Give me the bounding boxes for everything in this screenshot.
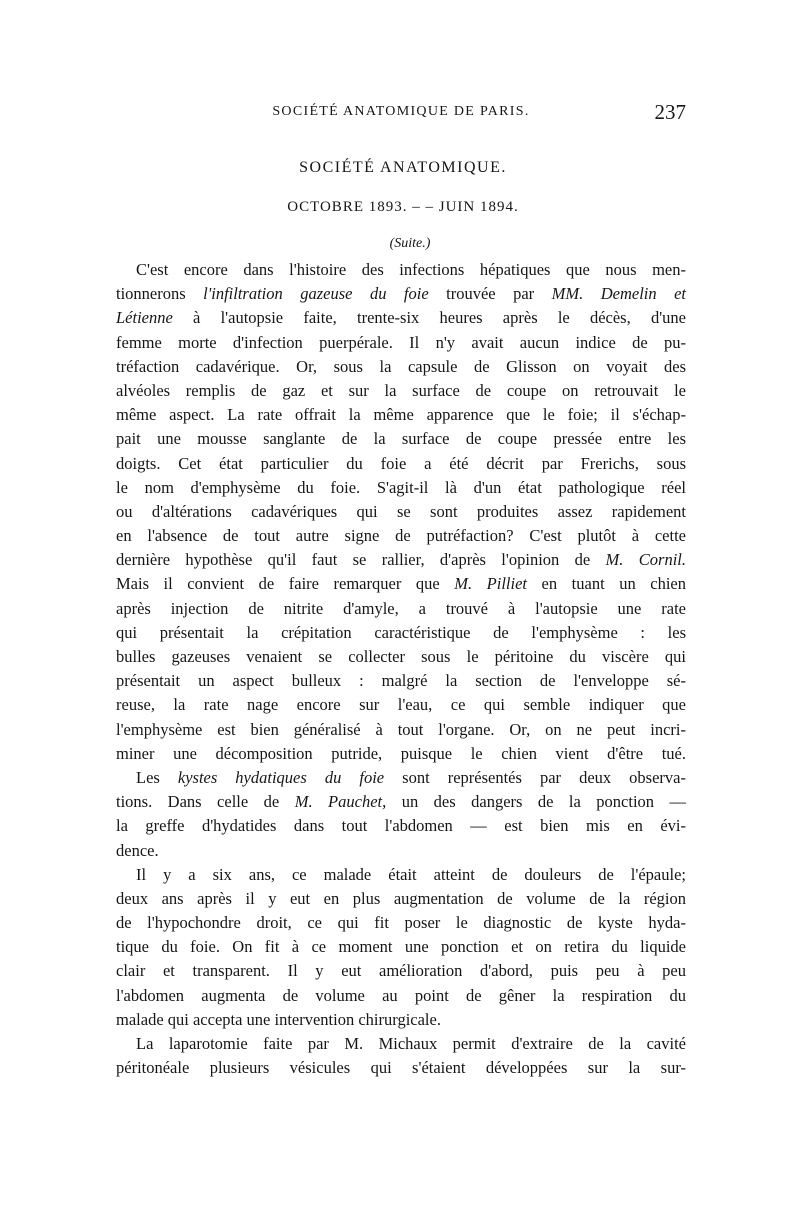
- text-span: C'est encore dans l'histoire des infections hépatiques que nous men-: [136, 260, 686, 279]
- text-line: [116, 306, 686, 330]
- text-line: [116, 452, 686, 476]
- text-span: après injection de nitrite d'amyle, a trouvé à l'autopsie une rate: [116, 598, 686, 618]
- text-line: [116, 887, 686, 911]
- text-line: [116, 935, 686, 959]
- text-span: l'emphysème est bien généralisé à tout l'organe. Or, on ne peut incri-: [116, 719, 686, 739]
- text-span: reuse, la rate nage encore sur l'eau, ce qui semble indiquer que: [116, 695, 686, 715]
- text-line: [116, 548, 686, 572]
- text-span: doigts. Cet état particulier du foie a été décrit par Frerichs, sous: [116, 453, 686, 473]
- text-span: Les: [136, 767, 178, 787]
- text-line: [116, 693, 686, 717]
- text-line: [116, 959, 686, 983]
- text-line: [116, 476, 686, 500]
- body-text: [116, 258, 686, 1080]
- italic-text: M. Cornil.: [605, 550, 686, 570]
- text-span: malade qui accepta une intervention chirurgicale.: [116, 1009, 441, 1029]
- text-line: [116, 597, 686, 621]
- italic-text: M. Pilliet: [454, 574, 527, 594]
- text-line: [116, 718, 686, 742]
- text-span: dernière hypothèse qu'il faut se rallier, d'après l'opinion de: [116, 550, 606, 570]
- text-span: l'abdomen augmenta de volume au point de gêner la respiration du: [116, 985, 686, 1005]
- text-span: trouvée par: [428, 284, 552, 304]
- text-line: [116, 403, 686, 427]
- text-span: dence.: [116, 840, 159, 860]
- text-span: femme morte d'infection puerpérale. Il n'y avait aucun indice de pu-: [116, 332, 686, 352]
- text-line: [116, 258, 686, 282]
- italic-text: Létienne: [116, 308, 173, 328]
- text-line: [116, 282, 686, 306]
- text-line: [116, 331, 686, 355]
- text-span: miner une décomposition putride, puisque le chien vient d'être tué.: [116, 743, 686, 763]
- text-line: [116, 766, 686, 790]
- italic-text: kystes hydatiques du foie: [177, 767, 385, 787]
- text-span: présentait un aspect bulleux : malgré la section de l'enveloppe sé-: [116, 671, 686, 691]
- text-span: la greffe d'hydatides dans tout l'abdomen — est bien mis en évi-: [116, 816, 686, 836]
- text-line: [116, 355, 686, 379]
- text-line: [116, 742, 686, 766]
- text-line: [116, 1032, 686, 1056]
- text-span: tionnerons: [116, 284, 204, 304]
- text-line: [116, 839, 686, 863]
- text-line: [116, 1056, 686, 1080]
- text-span: clair et transparent. Il y eut amélioration d'abord, puis peu à peu: [116, 961, 686, 981]
- text-span: deux ans après il y eut en plus augmentation de volume de la région: [116, 888, 686, 908]
- page-number: 237: [654, 100, 686, 124]
- section-title: SOCIÉTÉ ANATOMIQUE.: [299, 159, 507, 176]
- text-span: de l'hypochondre droit, ce qui fit poser le diagnostic de kyste hyda-: [116, 913, 686, 933]
- text-line: [116, 911, 686, 935]
- text-span: La laparotomie faite par M. Michaux permit d'extraire de la cavité: [136, 1034, 686, 1053]
- text-line: [116, 500, 686, 524]
- running-title: SOCIÉTÉ ANATOMIQUE DE PARIS.: [272, 104, 530, 119]
- text-span: tique du foie. On fit à ce moment une ponction et on retira du liquide: [116, 937, 686, 957]
- running-head: [116, 100, 686, 128]
- text-line: [116, 790, 686, 814]
- text-span: le nom d'emphysème du foie. S'agit-il là d'un état pathologique réel: [116, 477, 686, 497]
- text-span: ou d'altérations cadavériques qui se sont produites assez rapidement: [116, 501, 686, 521]
- text-line: [116, 427, 686, 451]
- text-span: tréfaction cadavérique. Or, sous la capsule de Glisson on voyait des: [116, 356, 686, 376]
- text-span: même aspect. La rate offrait la même apparence que le foie; il s'échap-: [116, 405, 686, 425]
- text-span: à l'autopsie faite, trente-six heures après le décès, d'une: [172, 308, 686, 328]
- text-span: Il y a six ans, ce malade était atteint de douleurs de l'épaule;: [136, 864, 686, 884]
- text-span: pait une mousse sanglante de la surface de coupe pressée entre les: [116, 429, 686, 449]
- text-line: [116, 572, 686, 596]
- text-line: [116, 814, 686, 838]
- text-line: [116, 524, 686, 548]
- italic-text: MM. Demelin et: [551, 284, 687, 304]
- italic-text: M. Pauchet,: [294, 792, 387, 812]
- text-span: qui présentait la crépitation caractéristique de l'emphysème : les: [116, 622, 686, 642]
- text-line: [116, 863, 686, 887]
- text-line: [116, 984, 686, 1008]
- text-line: [116, 669, 686, 693]
- text-span: en l'absence de tout autre signe de putréfaction? C'est plutôt à cette: [116, 526, 686, 546]
- continued-note: (Suite.): [389, 236, 431, 251]
- italic-text: l'infiltration gazeuse du foie: [203, 284, 429, 304]
- text-span: péritonéale plusieurs vésicules qui s'étaient développées sur la sur-: [116, 1058, 686, 1078]
- session-dates: OCTOBRE 1893. – – JUIN 1894.: [287, 199, 519, 215]
- text-span: bulles gazeuses venaient se collecter sous le péritoine du viscère qui: [116, 647, 686, 666]
- text-line: [116, 1008, 686, 1032]
- text-span: un des dangers de la ponction —: [386, 792, 687, 812]
- text-span: sont représentés par deux observa-: [384, 767, 686, 787]
- text-span: en tuant un chien: [527, 574, 686, 594]
- text-line: [116, 621, 686, 645]
- text-line: [116, 379, 686, 403]
- text-line: [116, 645, 686, 669]
- text-span: alvéoles remplis de gaz et sur la surface de coupe on retrouvait le: [116, 380, 686, 400]
- text-span: Mais il convient de faire remarquer que: [116, 574, 455, 594]
- text-span: tions. Dans celle de: [116, 792, 295, 812]
